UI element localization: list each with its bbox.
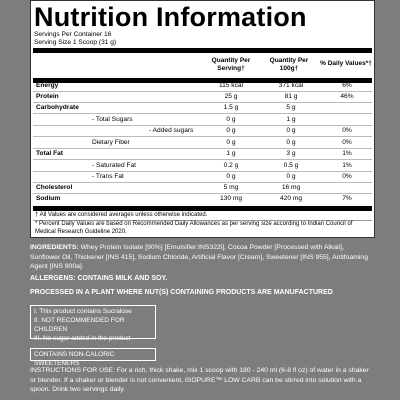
nutrient-label: Dietary Fiber — [92, 139, 130, 146]
nutrient-label: Total Fat — [36, 150, 63, 157]
col-header-100g: Quantity Per 100g† — [269, 57, 309, 72]
per-serving-value: 115 kcal — [218, 82, 244, 89]
row-divider — [33, 102, 372, 103]
note-item: II. NOT RECOMMENDED FOR CHILDREN — [34, 317, 125, 333]
per-serving-value: 0 g — [226, 139, 236, 146]
per-100g-value: 371 kcal — [278, 82, 304, 89]
note-item: III. No sugar added in the product — [34, 335, 131, 342]
note-item: I. This product contains Sucralose — [34, 308, 132, 315]
per-serving-value: 0.2 g — [223, 162, 239, 169]
divider-thick — [33, 206, 372, 211]
ingredients-list: Whey Protein Isolate [90%] [Emulsifier:INS322i], Cocoa Powder [Processed with Alkali], Sunflower Oil, Thickener [INS 415], Sodium Chloride, Artificial Flavor [Cream], Sweetener [INS 955], Antifoaming Agent [INS 900a]. — [30, 244, 368, 270]
per-100g-value: 420 mg — [280, 195, 302, 202]
daily-value-percent: 7% — [342, 195, 352, 202]
servings-per-container: Servings Per Container 16 — [34, 31, 112, 38]
row-divider — [33, 136, 372, 137]
nutrient-label: - Trans Fat — [92, 173, 124, 180]
per-100g-value: 0 g — [286, 127, 296, 134]
nutrient-label: - Saturated Fat — [92, 162, 136, 169]
nutrient-label: Energy — [36, 82, 59, 89]
per-100g-value: 3 g — [286, 150, 296, 157]
row-divider — [33, 113, 372, 114]
per-100g-value: 0 g — [286, 139, 296, 146]
per-100g-value: 1 g — [286, 116, 296, 123]
footnote-daily-values: * Percent Daily Values are based on Recommended Daily Allowances as per serving size according to Indian Council of Medical Research Guideline 2020. — [35, 221, 353, 235]
footnote-averages: † All Values are considered averages unless otherwise indicated. — [35, 212, 208, 218]
per-100g-value: 0.5 g — [283, 162, 299, 169]
daily-value-percent: 1% — [342, 162, 352, 169]
non-caloric-box — [30, 348, 156, 367]
nutrient-label: - Total Sugars — [92, 116, 133, 123]
per-100g-value: 81 g — [284, 93, 298, 100]
daily-value-percent: 6% — [342, 82, 352, 89]
nutrition-panel — [30, 0, 375, 238]
row-divider — [33, 125, 372, 126]
per-100g-value: 16 mg — [281, 184, 301, 191]
daily-value-percent: 0% — [342, 173, 352, 180]
row-divider — [33, 171, 372, 172]
non-caloric-label: CONTAINS NON-CALORIC SWEETENERS — [34, 351, 115, 367]
per-serving-value: 0 g — [226, 173, 236, 180]
instructions-text: INSTRUCTIONS FOR USE: For a rich, thick shake, mix 1 scoop with 180 - 240 ml (6-8 fl oz) of water in a shaker or blender. If a shaker or blender is not convenient, ISOPURE™ LOW CARB can be stirred into solution with a spoon. Drink two servings daily. — [30, 367, 369, 393]
daily-value-percent: 46% — [340, 93, 354, 100]
page-title: Nutrition Information — [34, 2, 307, 32]
nutrient-label: Protein — [36, 93, 59, 100]
per-serving-value: 0 g — [226, 116, 236, 123]
nutrient-label: Cholesterol — [36, 184, 73, 191]
col-header-daily-values: % Daily Values*† — [320, 60, 372, 67]
processed-statement: PROCESSED IN A PLANT WHERE NUT(S) CONTAINING PRODUCTS ARE MANUFACTURED — [30, 289, 333, 296]
per-serving-value: 25 g — [224, 93, 238, 100]
col-header-serving: Quantity Per Serving† — [211, 57, 251, 72]
per-serving-value: 130 mg — [220, 195, 242, 202]
nutrient-label: Carbohydrate — [36, 104, 79, 111]
nutrient-label: - Added sugars — [149, 127, 194, 134]
daily-value-percent: 0% — [342, 139, 352, 146]
per-serving-value: 5 mg — [223, 184, 239, 191]
per-100g-value: 5 g — [286, 104, 296, 111]
daily-value-percent: 0% — [342, 127, 352, 134]
per-100g-value: 0 g — [286, 173, 296, 180]
row-divider — [33, 91, 372, 92]
allergens-statement: ALLERGENS: CONTAINS MILK AND SOY. — [30, 275, 168, 282]
daily-value-percent: 1% — [342, 150, 352, 157]
row-divider — [33, 159, 372, 160]
row-divider — [33, 193, 372, 194]
per-serving-value: 1 g — [226, 150, 236, 157]
serving-size: Serving Size 1 Scoop (31 g) — [34, 39, 117, 46]
product-notes-box — [30, 305, 156, 342]
nutrient-label: Sodium — [36, 195, 61, 202]
divider-thick — [33, 48, 372, 53]
per-serving-value: 1.5 g — [223, 104, 239, 111]
ingredients-text — [30, 243, 375, 272]
per-serving-value: 0 g — [226, 127, 236, 134]
row-divider — [33, 148, 372, 149]
ingredients-label: INGREDIENTS: — [30, 244, 79, 251]
row-divider — [33, 182, 372, 183]
